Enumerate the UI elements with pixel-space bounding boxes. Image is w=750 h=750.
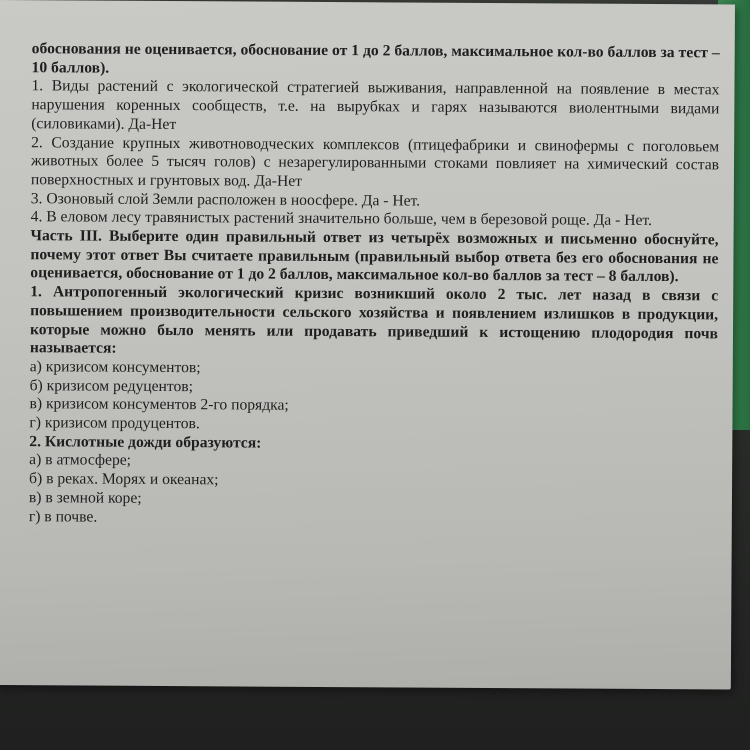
q2-option-c: в) в земной коре; [28, 489, 142, 507]
part2-item-1: 1. Виды растений с экологической стратегией выживания, направленной на появление в местах нарушения коренных сообществ, т.е. на вырубках и гарях называются виолентными видами (силовиками). Да-Нет [31, 77, 720, 133]
q1-option-d: г) кризисом продуцентов. [29, 414, 200, 433]
q2-option-a: а) в атмосфере; [29, 451, 132, 470]
part2-item-4: 4. В еловом лесу травянистых растений значительно больше, чем в березовой роще. Да - Нет. [30, 208, 653, 230]
q2-option-b: б) в реках. Морях и океанах; [29, 470, 219, 489]
part2-item-2: 2. Создание крупных животноводческих комплексов (птицефабрики и свинофермы с поголовьем животных более 5 тысяч голов) с незарегулированными стоками повлияет на химический состав поверхностных и грунтовых вод. Да-Нет [30, 133, 720, 190]
part2-item-3: 3. Озоновый слой Земли расположен в ноосфере. Да - Нет. [30, 189, 421, 210]
q1-option-c: в) кризисом консументов 2-го порядка; [29, 395, 289, 415]
q1-option-b: б) кризисом редуцентов; [29, 376, 194, 395]
question-1: 1. Антропогенный экологический кризис возникший около 2 тыс. лет назад в связи с повышением производительности сельского хозяйства и появлением излишков в продукции, которые можно было менять или продавать приведший к истощению плодородия почв называется: [29, 283, 719, 357]
q1-option-a: а) кризисом консументов; [29, 358, 201, 377]
document-text [29, 40, 720, 530]
part3-header: Часть III. Выберите один правильный ответ из четырёх возможных и письменно обоснуйте, почему этот ответ Вы считаете правильным (правильный выбор ответа без его обоснования не оценивается, обоснование от 1 до 2 баллов, максимальное кол-во баллов за тест – 8 баллов). [30, 227, 719, 286]
intro-line: обоснования не оценивается, обоснование от 1 до 2 баллов, максимальное кол-во баллов за тест – 10 баллов). [31, 40, 720, 77]
q2-option-d: г) в почве. [28, 507, 98, 526]
question-2: 2. Кислотные дожди образуются: [29, 432, 262, 452]
